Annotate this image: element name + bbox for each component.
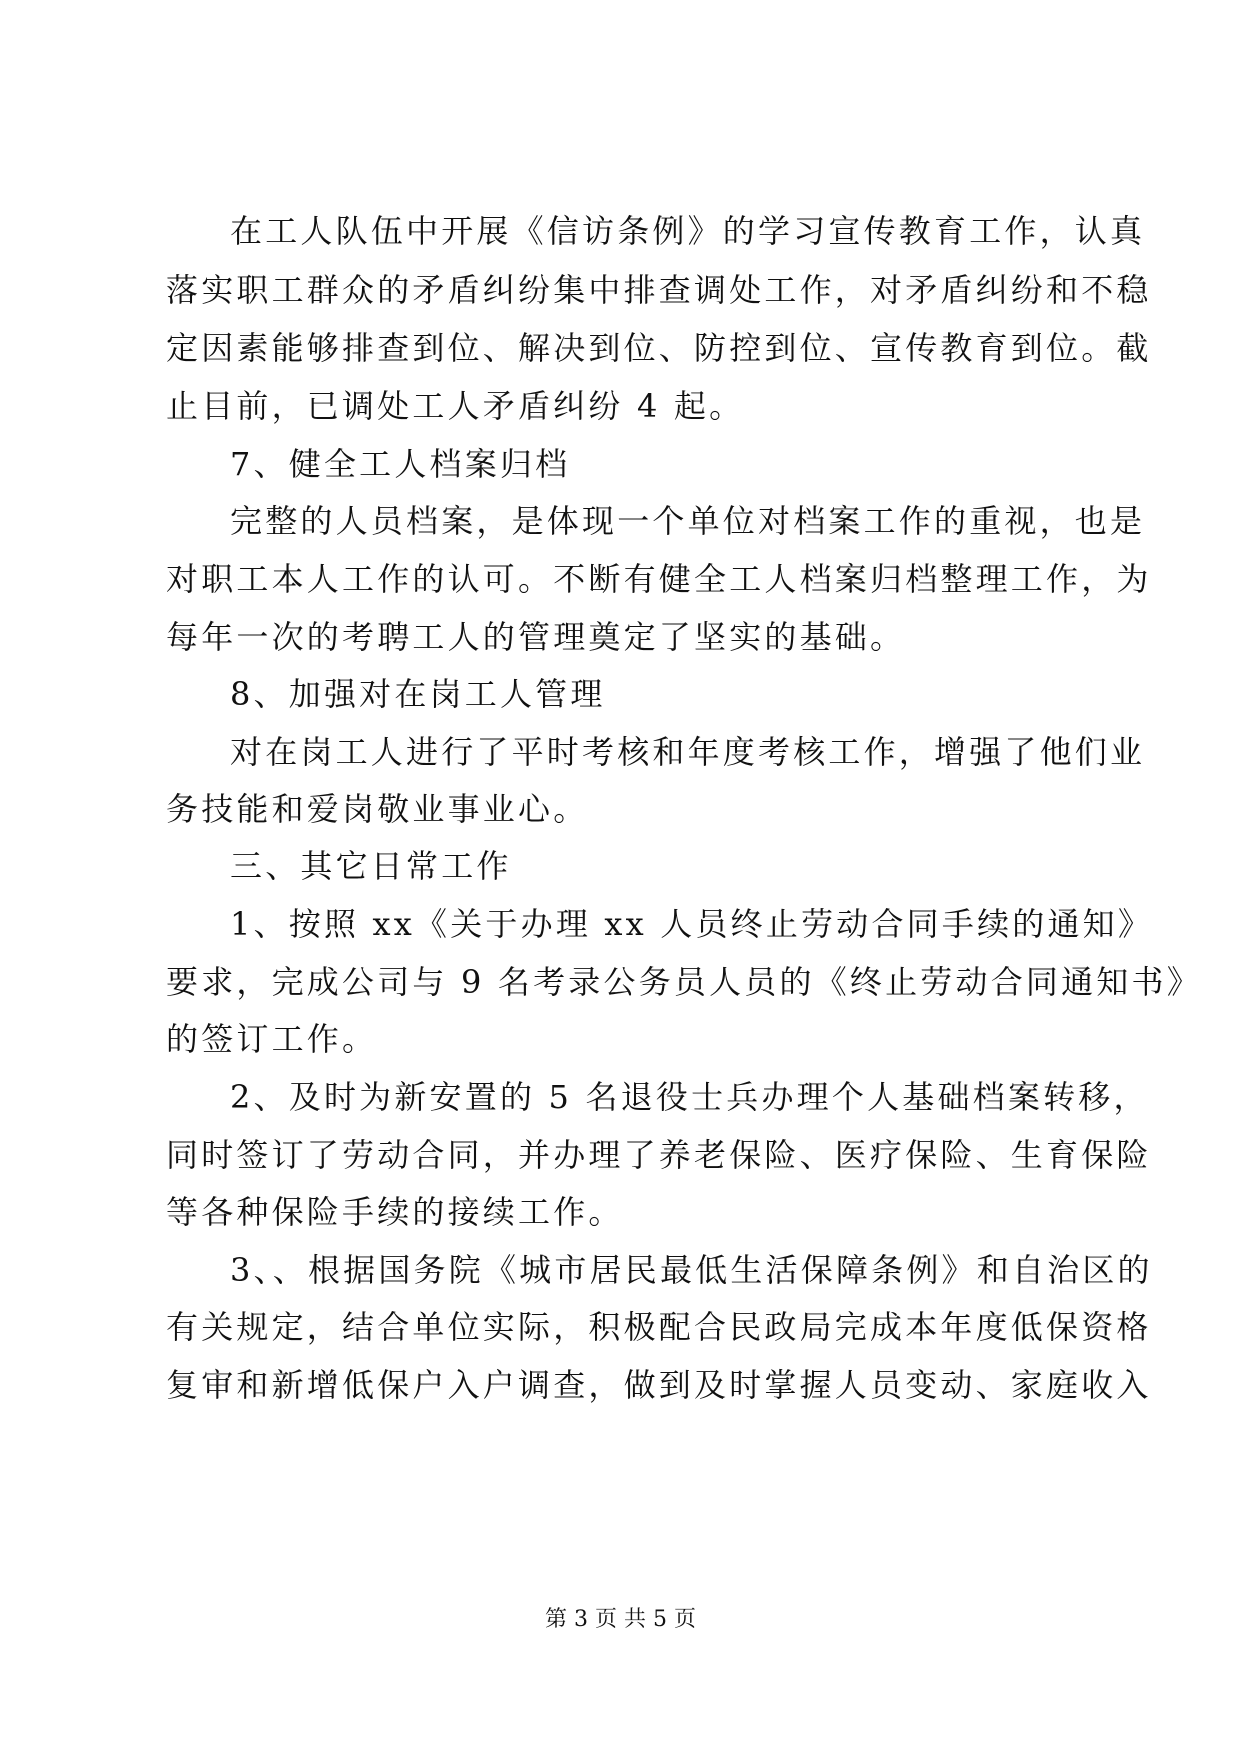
paragraph-line: 对职工本人工作的认可。不断有健全工人档案归档整理工作，为: [166, 560, 1152, 598]
paragraph-line: 同时签订了劳动合同，并办理了养老保险、医疗保险、生育保险: [166, 1136, 1152, 1174]
section-heading: 8、加强对在岗工人管理: [230, 675, 606, 713]
paragraph-line: 在工人队伍中开展《信访条例》的学习宣传教育工作，认真: [230, 212, 1146, 250]
paragraph-line: 的签订工作。: [166, 1020, 378, 1058]
paragraph-line: 对在岗工人进行了平时考核和年度考核工作，增强了他们业: [230, 733, 1146, 771]
paragraph-line: 完整的人员档案，是体现一个单位对档案工作的重视，也是: [230, 502, 1146, 540]
paragraph-line: 止目前，已调处工人矛盾纠纷 4 起。: [166, 387, 745, 425]
paragraph-line: 每年一次的考聘工人的管理奠定了坚实的基础。: [166, 618, 906, 656]
paragraph-line: 等各种保险手续的接续工作。: [166, 1193, 624, 1231]
paragraph-line: 复审和新增低保户入户调查，做到及时掌握人员变动、家庭收入: [166, 1366, 1152, 1404]
paragraph-line: 1、按照 xx《关于办理 xx 人员终止劳动合同手续的通知》: [230, 905, 1154, 943]
paragraph-line: 务技能和爱岗敬业事业心。: [166, 790, 589, 828]
paragraph-line: 定因素能够排查到位、解决到位、防控到位、宣传教育到位。截: [166, 329, 1152, 367]
page-number-footer: 第 3 页 共 5 页: [545, 1607, 696, 1632]
paragraph-line: 2、及时为新安置的 5 名退役士兵办理个人基础档案转移，: [230, 1078, 1149, 1116]
section-heading: 7、健全工人档案归档: [230, 445, 571, 483]
section-heading: 三、其它日常工作: [230, 847, 512, 885]
paragraph-line: 要求，完成公司与 9 名考录公务员人员的《终止劳动合同通知书》: [166, 963, 1202, 1001]
paragraph-line: 3、、根据国务院《城市居民最低生活保障条例》和自治区的: [230, 1251, 1153, 1289]
paragraph-line: 有关规定，结合单位实际，积极配合民政局完成本年度低保资格: [166, 1308, 1152, 1346]
paragraph-line: 落实职工群众的矛盾纠纷集中排查调处工作，对矛盾纠纷和不稳: [166, 271, 1152, 309]
